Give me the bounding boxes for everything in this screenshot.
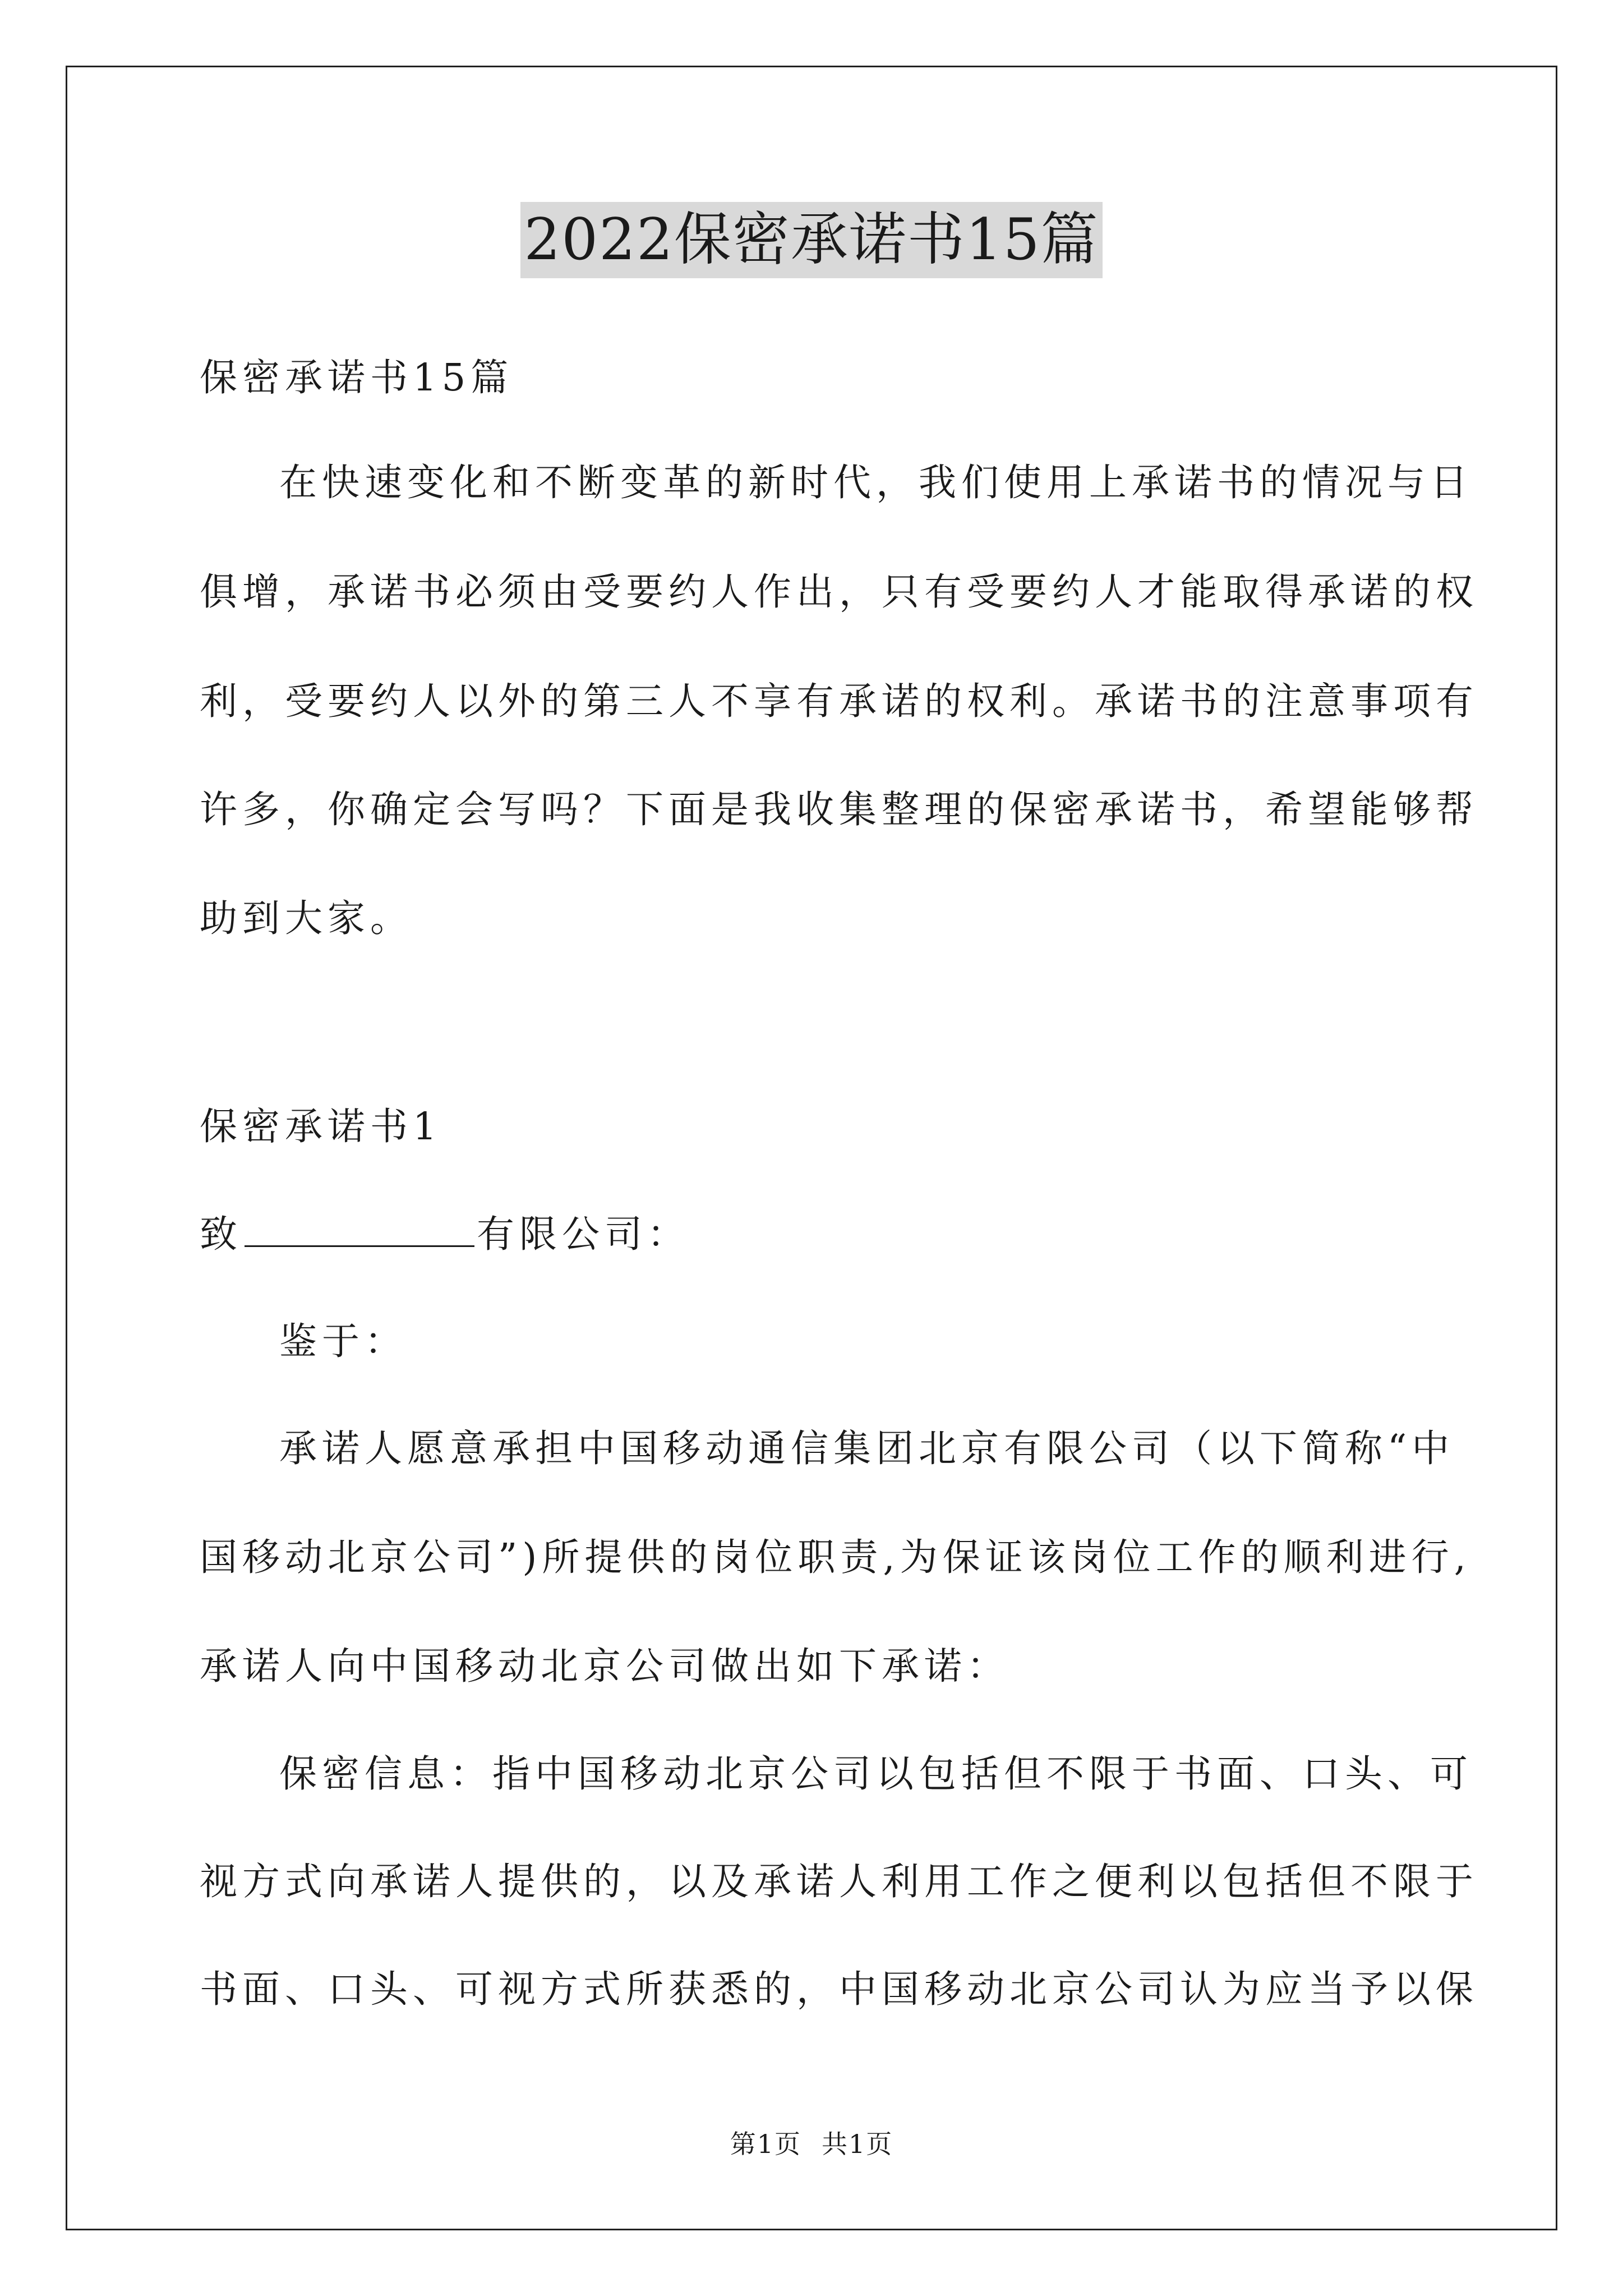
definition-line: 书面、口头、可视方式所获悉的，中国移动北京公司认为应当予以保 [200, 1967, 1478, 2011]
intro-line: 在快速变化和不断变革的新时代，我们使用上承诺书的情况与日 [279, 461, 1473, 504]
page-total: 共1页 [822, 2129, 893, 2159]
commitment-line: 国移动北京公司”)所提供的岗位职责,为保证该岗位工作的顺利进行, [200, 1535, 1471, 1579]
whereas-label: 鉴于： [279, 1319, 407, 1363]
addressee-line [200, 1209, 690, 1259]
commitment-line: 承诺人愿意承担中国移动通信集团北京有限公司（以下简称“中 [279, 1427, 1455, 1470]
definition-line: 视方式向承诺人提供的，以及承诺人利用工作之便利以包括但不限于 [200, 1860, 1478, 1903]
commitment-line: 承诺人向中国移动北京公司做出如下承诺： [200, 1644, 1009, 1688]
title-container [0, 202, 1623, 278]
page-number: 第1页 [730, 2129, 801, 2159]
definition-line: 保密信息：指中国移动北京公司以包括但不限于书面、口头、可 [279, 1752, 1473, 1796]
page-footer [0, 2127, 1623, 2161]
addressee-prefix: 致 [200, 1212, 242, 1256]
intro-line: 助到大家。 [200, 896, 413, 940]
intro-line: 俱增，承诺书必须由受要约人作出，只有受要约人才能取得承诺的权 [200, 570, 1478, 614]
intro-line: 许多，你确定会写吗？下面是我收集整理的保密承诺书，希望能够帮 [200, 788, 1478, 831]
section-heading: 保密承诺书1 [200, 1105, 442, 1148]
subtitle: 保密承诺书15篇 [200, 356, 514, 399]
addressee-suffix: 有限公司： [477, 1212, 690, 1256]
addressee-blank [245, 1213, 474, 1247]
intro-line: 利，受要约人以外的第三人不享有承诺的权利。承诺书的注意事项有 [200, 679, 1478, 723]
document-title: 2022保密承诺书15篇 [520, 202, 1102, 278]
